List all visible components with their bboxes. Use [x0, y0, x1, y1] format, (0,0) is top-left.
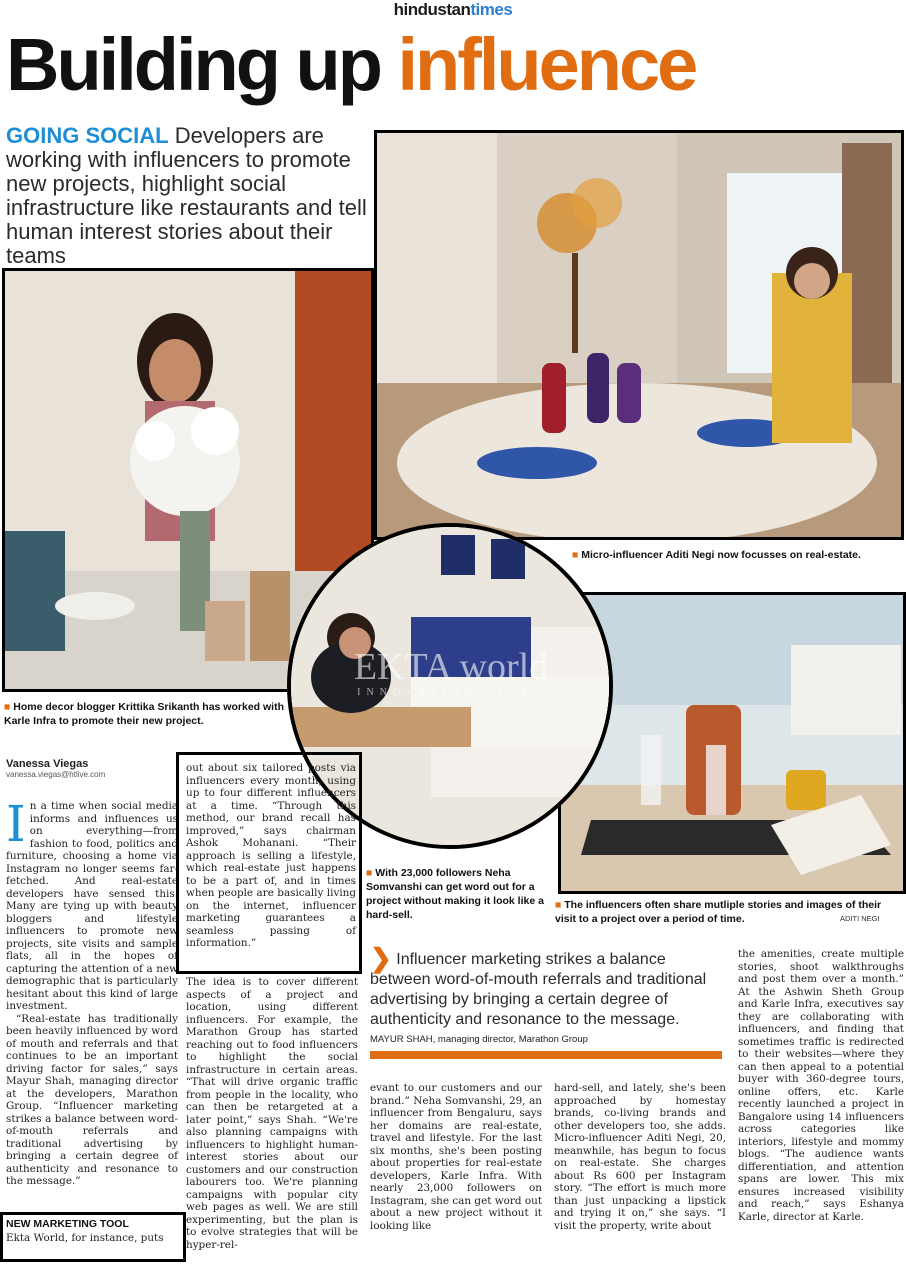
caption-bedroom: ■ With 23,000 followers Neha Somvanshi can get word out for a project without making it look like a hard-sell.	[366, 867, 544, 921]
column-1	[6, 795, 178, 1188]
column-2-top: out about six tailored posts via influencers every month, using up to four different influencers at a time. “Through this method, our brand recall has improved,” says chairman Ashok Mohanani. “Their approach is selling a lifestyle, which real-estate just happens to be a part of, and in times when people are basically living on the internet, influencer marketing guarantees a seamless passing of information.”	[186, 762, 356, 949]
caption-decor-text: Home decor blogger Krittika Srikanth has worked with Karle Infra to promote their new project.	[4, 701, 284, 727]
photo-dining-room	[374, 130, 904, 540]
subhead: NEW MARKETING TOOL	[6, 1218, 129, 1230]
dining-room-image	[377, 133, 901, 537]
pullquote-title: , managing director, Marathon Group	[432, 1034, 588, 1045]
pullquote-chevron: ❯	[370, 943, 392, 973]
byline-email: vanessa.viegas@htlive.com	[6, 770, 106, 779]
headline	[6, 22, 695, 108]
col1-para2: “Real-estate has traditionally been heavily influenced by word of mouth and referrals and that continues to be an important driving factor for sales,” says Mayur Shah, managing director at the developers, Marathon Group. “Influencer marketing strikes a balance between word-of-mouth referrals and traditional advertising by bringing a certain degree of authenticity and resonance to the message.”	[6, 1012, 178, 1187]
column-3: evant to our customers and our brand.” Neha Somvanshi, 29, an influencer from Bengaluru, says her domains are real-estate, travel and lifestyle. For the last six months, she's been posting about properties for real-estate developers, Karle Infra. With nearly 23,000 followers on Instagram, she can get word out about a new project without it looking like	[370, 1082, 542, 1232]
masthead-part1: hindustan	[393, 0, 471, 19]
byline	[6, 758, 176, 779]
caption-dining: ■ Micro-influencer Aditi Negi now focusses on real-estate.	[572, 549, 861, 561]
column-2-bottom: The idea is to cover different aspects of a project and location, using different influencers. For example, the Marathon Group has started reaching out to food influencers to highlight the social infrastructure in certain areas. “That will drive organic traffic from people in the locality, who can then be retargeted at a later point,” says Shah. “We're also planning campaigns with influencers to highlight human-interest stories about our customers and our construction labourers too. We're planning campaigns with popular city web pages as well. We are still experimenting, but the plan is to evolve strategies that will be hyper-rel-	[186, 976, 358, 1251]
column-4: hard-sell, and lately, she's been approached by homestay brands, co-living brands and other developers too, she adds. Micro-influencer Aditi Negi, 20, meanwhile, has begun to focus on real-estate. She charges about Rs 600 per Instagram story. “The effort is much more than just unpacking a lipstick and trying it on,” she says. “I visit the property, write about	[554, 1082, 726, 1232]
photo-table-setting	[558, 592, 906, 894]
caption-table-text: The influencers often share mutliple stories and images of their visit to a project over a period of time.	[555, 899, 882, 925]
col1-para1-text: n a time when social media informs and influences us on everything—from fashion to food, politics and furniture, choosing a home via Instagram no longer seems far-fetched. And real-estate developers have sensed this. Many are tying up with beauty bloggers and lifestyle influencers to promote new projects, site visits and sample flats, all in the hopes of capturing the attention of a new demographic that is particularly hesitant about this kind of large investment.	[6, 800, 178, 1012]
watermark	[321, 647, 581, 698]
pullquote-name: MAYUR SHAH	[370, 1034, 433, 1045]
pullquote-block	[370, 943, 722, 1030]
watermark-line1: EKTA world	[353, 646, 549, 688]
pullquote-rule	[370, 1051, 722, 1059]
table-setting-image	[561, 595, 903, 891]
masthead	[0, 0, 906, 22]
deck	[6, 124, 368, 268]
col1-end: Ekta World, for instance, puts	[6, 1232, 164, 1244]
deck-text: Developers are working with influencers to promote new projects, highlight social infrastructure like restaurants and tell human interest stories about their teams	[6, 123, 367, 268]
caption-dining-text: Micro-influencer Aditi Negi now focusses on real-estate.	[581, 549, 861, 561]
byline-name: Vanessa Viegas	[6, 758, 89, 770]
caption-decor: ■ Home decor blogger Krittika Srikanth has worked with Karle Infra to promote their new project.	[4, 701, 284, 727]
column-5: the amenities, create multiple stories, shoot walkthroughs and post them over a month.” At the Ashwin Sheth Group and Karle Infra, executives say they are collaborating with influencers, and finding that sometimes traffic is redirected to their websites—where they can then appeal to a potential buyer with 360-degree tours, online offers, etc. Karle recently launched a project in Bangalore using 14 influencers across categories like interiors, lifestyle and mommy blogs. “The audience wants differentiation, and attention spans are lower. This mix ensures increased visibility and reach,” says Eshanya Karle, director at Karle.	[738, 948, 904, 1223]
headline-part1: Building up	[6, 23, 380, 106]
drop-cap: I	[6, 795, 26, 853]
pullquote-attribution	[370, 1034, 722, 1045]
headline-part2: influence	[397, 23, 696, 106]
watermark-line2: INNOVATING LIVES	[357, 687, 545, 698]
caption-bedroom-text: With 23,000 followers Neha Somvanshi can get word out for a project without making it look like a hard-sell.	[366, 867, 544, 921]
caption-table: ■ The influencers often share mutliple stories and images of their visit to a project over a period of time.	[555, 899, 882, 925]
pullquote-text: Influencer marketing strikes a balance between word-of-mouth referrals and traditional advertising by bringing a certain degree of authenticity and resonance to the message.	[370, 951, 707, 1028]
deck-kicker: GOING SOCIAL	[6, 123, 169, 148]
col1-para1	[6, 795, 178, 1013]
pullquote	[370, 943, 722, 1059]
masthead-part2: times	[470, 0, 513, 19]
photo-credit: ADITI NEGI	[840, 914, 880, 923]
